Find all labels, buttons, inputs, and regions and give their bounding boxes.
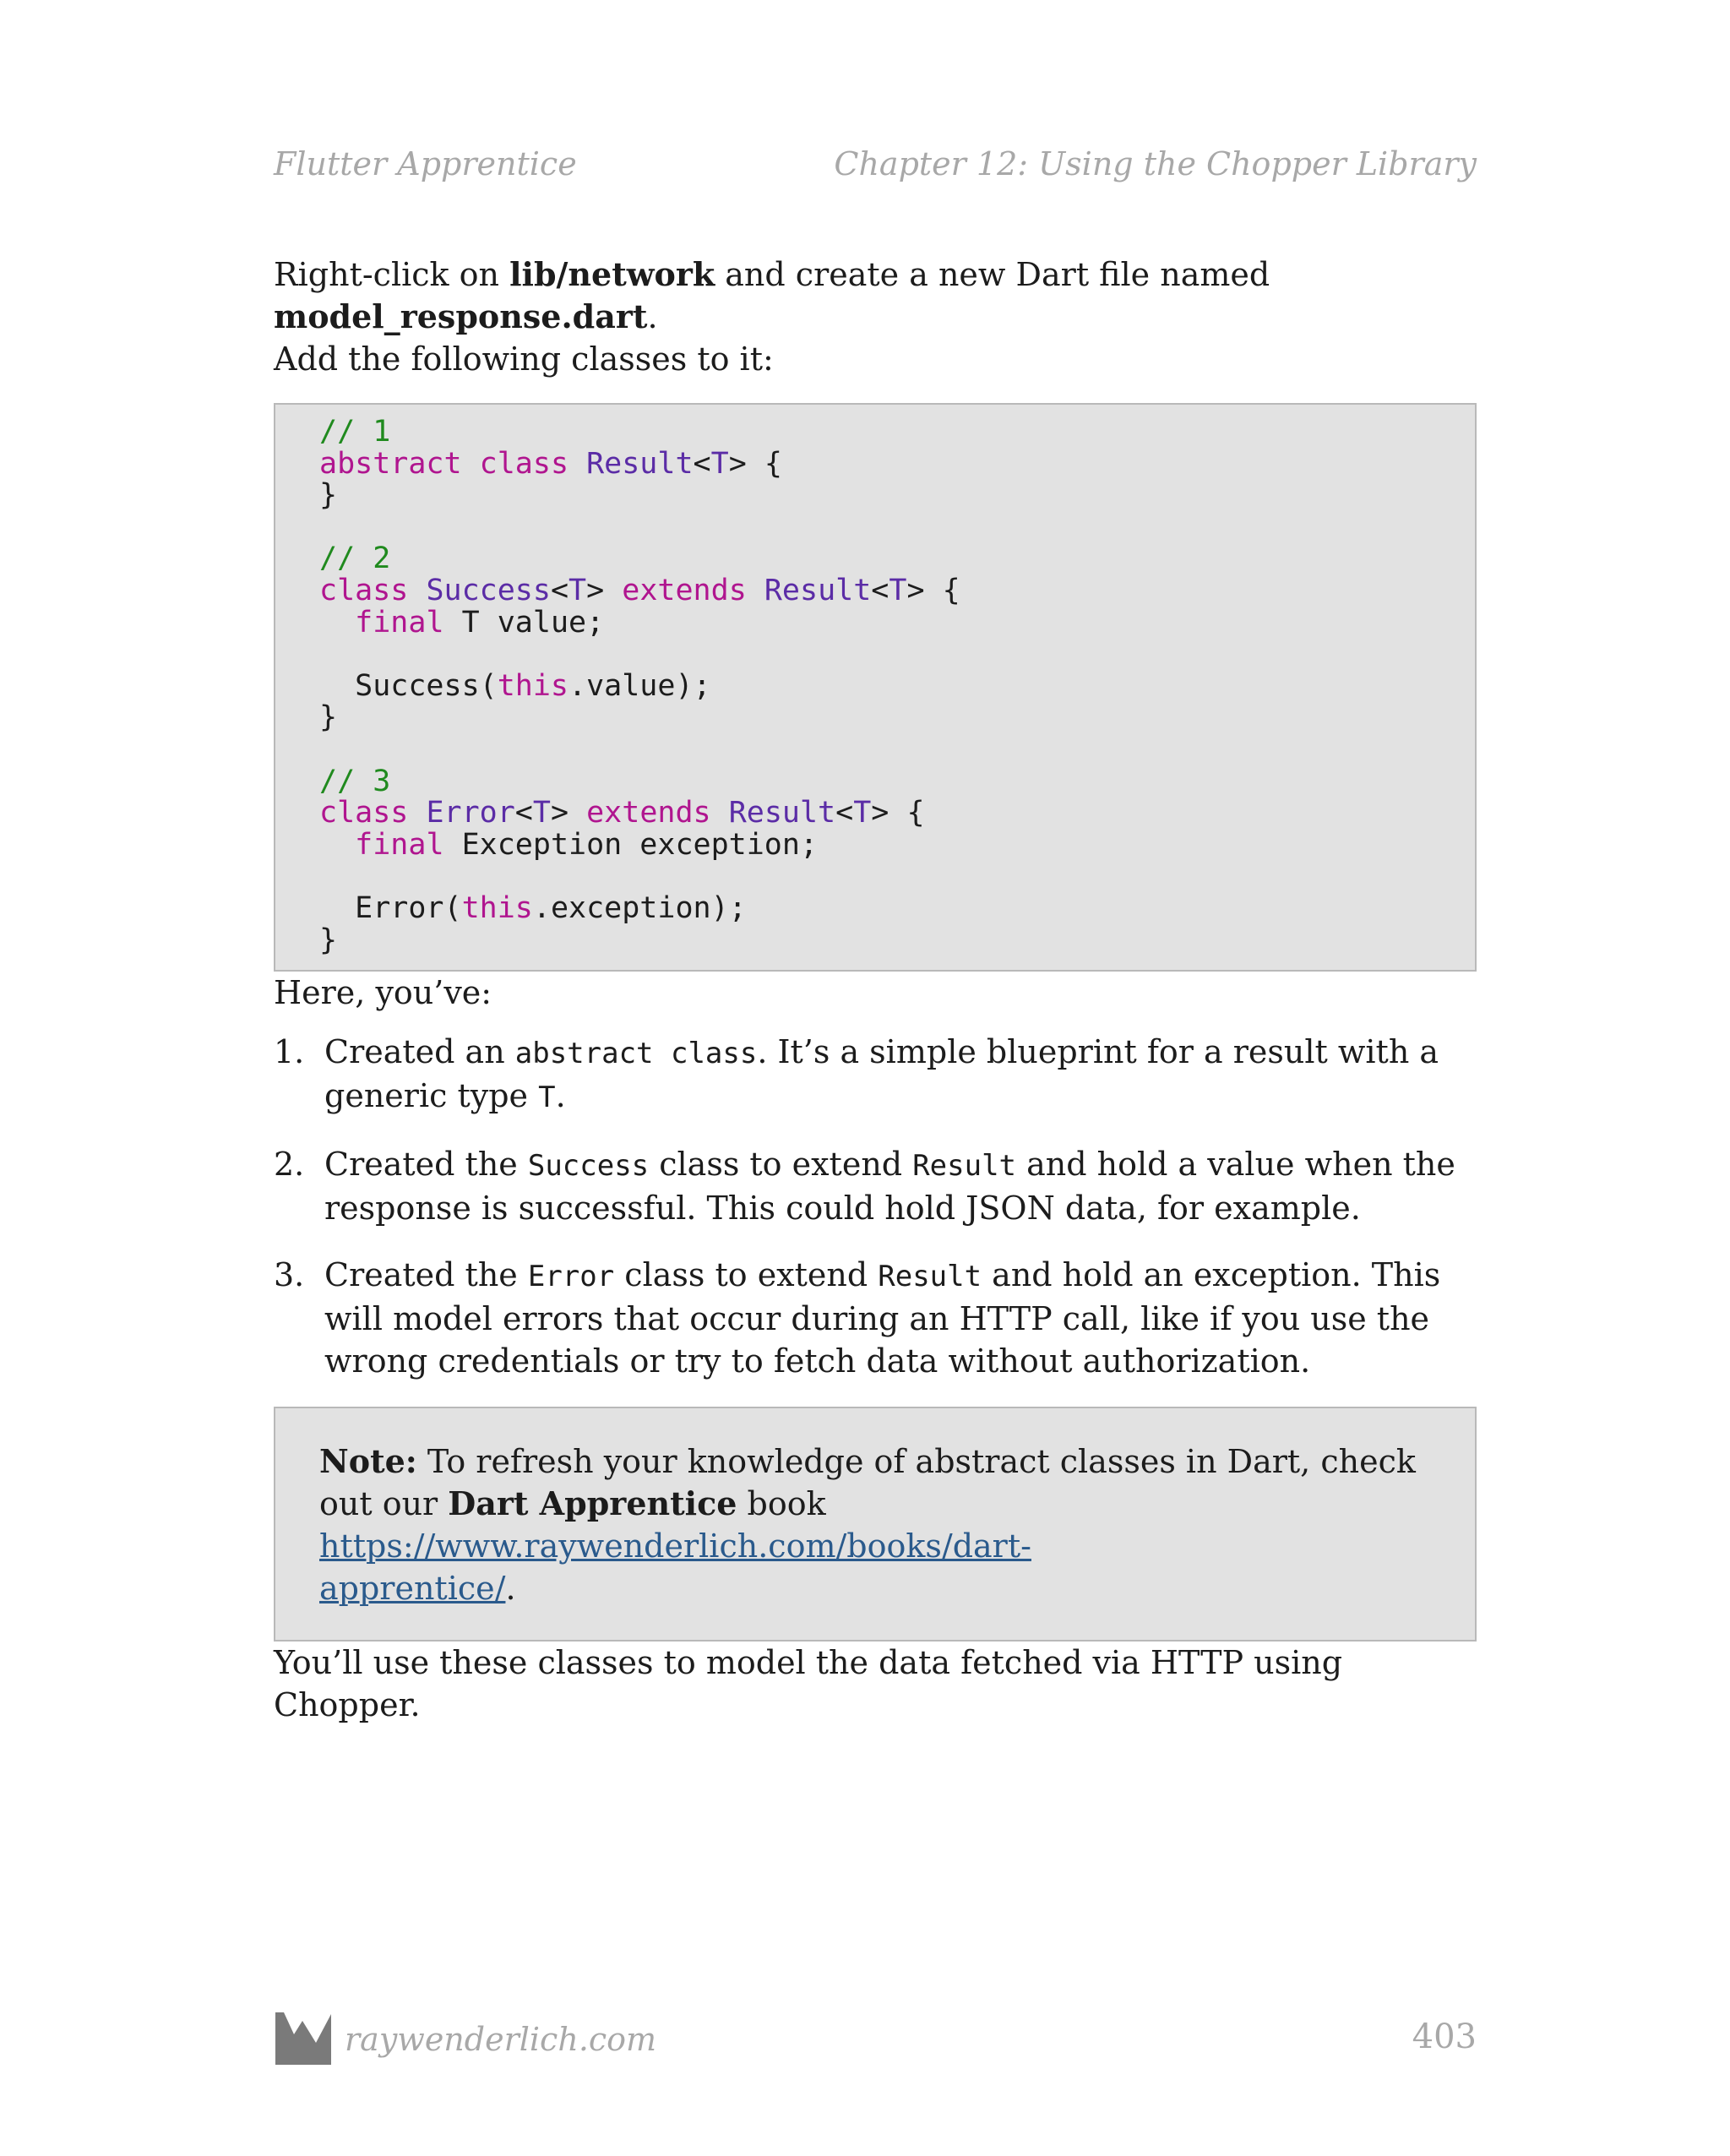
- list-item: [274, 1143, 1477, 1229]
- inline-code: Success: [527, 1149, 650, 1184]
- running-header: [274, 145, 1477, 182]
- intro-text: Right-click on: [274, 256, 510, 293]
- list-text: and hold an exception. This will model errors that occur during an HTTP call, like if you use the wrong credentials or try to fetch data without authorization.: [324, 1256, 1441, 1380]
- list-text: . It’s a simple blueprint for a result with a generic type: [324, 1033, 1439, 1115]
- inline-code: Error: [527, 1260, 615, 1294]
- code-line: }: [319, 700, 338, 735]
- folder-path: lib/network: [509, 255, 715, 293]
- raywenderlich-logo-icon: [274, 2009, 333, 2068]
- inline-code: Result: [912, 1149, 1017, 1184]
- intro-text: and create a new Dart file named: [715, 256, 1270, 293]
- chapter-title: Chapter 12: Using the Chopper Library: [834, 145, 1477, 182]
- list-text: and hold a value when the response is successful. This could hold JSON data, for example.: [324, 1146, 1455, 1228]
- list-text: Created the: [324, 1146, 528, 1184]
- inline-code: T: [538, 1081, 556, 1115]
- note-text: .: [505, 1570, 516, 1608]
- list-item: [274, 1254, 1477, 1382]
- page-content: [274, 253, 1477, 1726]
- here-text: Here, you’ve:: [274, 974, 492, 1012]
- code-listing: [319, 416, 1431, 956]
- site-name: raywenderlich.com: [345, 2021, 657, 2058]
- list-number: 2.: [274, 1146, 305, 1184]
- code-line: Error(this.exception);: [319, 890, 747, 925]
- page-footer: [274, 2009, 1477, 2070]
- explanation-list: [274, 1031, 1477, 1382]
- book-name: Dart Apprentice: [448, 1484, 737, 1523]
- code-line: class Success<T> extends Result<T> {: [319, 573, 960, 607]
- intro-paragraph: [274, 253, 1477, 380]
- list-number: 1.: [274, 1033, 305, 1071]
- code-line: Success(this.value);: [319, 668, 711, 703]
- code-line: final T value;: [355, 605, 605, 640]
- intro-text: Add the following classes to it:: [274, 340, 774, 378]
- code-line: // 3: [319, 764, 391, 798]
- page-number: 403: [1412, 2017, 1477, 2056]
- code-line: final Exception exception;: [355, 827, 819, 862]
- code-line: }: [319, 923, 338, 957]
- file-name: model_response.dart: [274, 297, 648, 335]
- list-text: class to extend: [649, 1146, 913, 1184]
- code-line: // 2: [319, 542, 391, 576]
- code-line: }: [319, 478, 338, 513]
- list-text: class to extend: [614, 1256, 879, 1294]
- list-text: Created the: [324, 1256, 528, 1294]
- dart-apprentice-link[interactable]: https://www.raywenderlich.com/books/dart- apprentice/: [319, 1527, 1031, 1608]
- note-label: Note:: [319, 1442, 417, 1481]
- code-line: class Error<T> extends Result<T> {: [319, 796, 925, 830]
- book-title: Flutter Apprentice: [274, 145, 577, 182]
- inline-code: abstract class: [514, 1037, 758, 1071]
- list-text: .: [555, 1077, 566, 1115]
- list-item: [274, 1031, 1477, 1119]
- list-text: Created an: [324, 1033, 515, 1071]
- list-number: 3.: [274, 1256, 305, 1294]
- note-text: To refresh your knowledge of abstract classes in Dart, check out our: [319, 1443, 1416, 1523]
- intro-text: .: [647, 298, 658, 335]
- closing-paragraph: You’ll use these classes to model the data fetched via HTTP using Chopper.: [274, 1644, 1343, 1724]
- inline-code: Result: [878, 1260, 982, 1294]
- note-text: book: [737, 1485, 826, 1523]
- note-box: [274, 1407, 1477, 1642]
- code-line: abstract class Result<T> {: [319, 446, 782, 481]
- code-block: [274, 403, 1477, 972]
- code-line: // 1: [319, 415, 391, 449]
